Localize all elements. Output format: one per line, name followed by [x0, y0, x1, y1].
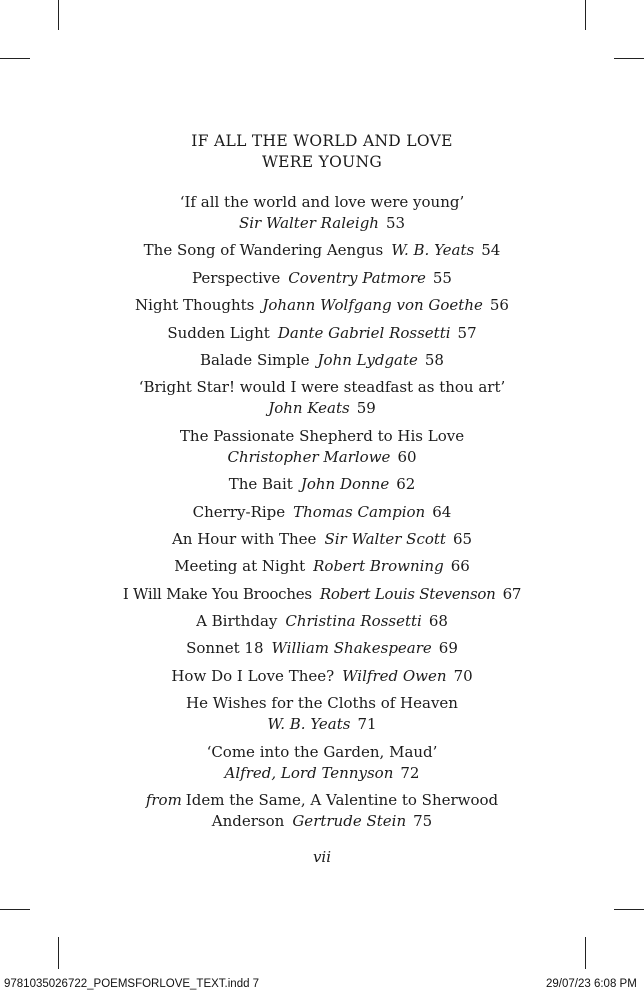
- slug-filename: 9781035026722_POEMSFORLOVE_TEXT.indd 7: [4, 978, 260, 990]
- contents-entry: [0, 742, 644, 784]
- crop-mark-left-lower: [0, 909, 30, 910]
- entry-author: Christina Rossetti: [285, 612, 422, 631]
- entry-author: John Donne: [300, 475, 390, 494]
- entry-title: I Will Make You Brooches: [122, 584, 312, 603]
- contents-entry: [0, 556, 644, 577]
- entry-title: The Song of Wandering Aengus: [143, 241, 384, 260]
- entry-author: Coventry Patmore: [288, 268, 426, 287]
- entry-page: 66: [450, 557, 470, 576]
- entry-author: Sir Walter Scott: [324, 529, 446, 548]
- entry-title: The Bait: [228, 475, 293, 494]
- entry-page: 59: [356, 399, 376, 418]
- contents-entry: [0, 426, 644, 468]
- entry-author: Robert Browning: [313, 557, 444, 576]
- section-title-line-2: WERE YOUNG: [261, 153, 383, 171]
- entry-page: 68: [428, 612, 448, 631]
- entry-author: Christopher Marlowe: [227, 447, 391, 466]
- entry-title: ‘Come into the Garden, Maud’: [206, 742, 438, 761]
- entry-page: 60: [397, 447, 417, 466]
- entry-title-continued: Anderson: [211, 812, 285, 831]
- entry-title: Meeting at Night: [174, 557, 306, 576]
- contents-entry: [0, 268, 644, 289]
- entry-title: Night Thoughts: [135, 296, 255, 315]
- entry-page: 70: [453, 666, 473, 685]
- entry-title: Sonnet 18: [186, 639, 264, 658]
- entry-page: 55: [432, 268, 452, 287]
- entry-author: John Keats: [268, 399, 350, 418]
- contents-entry: [0, 529, 644, 550]
- entry-author: W. B. Yeats: [391, 241, 475, 260]
- entry-title: Balade Simple: [200, 350, 310, 369]
- entry-author: Wilfred Owen: [342, 666, 447, 685]
- entry-page: 58: [424, 350, 444, 369]
- entry-author: Gertrude Stein: [292, 812, 407, 831]
- entry-author: Sir Walter Raleigh: [238, 214, 379, 232]
- entry-title: Perspective: [192, 268, 281, 287]
- entry-page: 65: [452, 529, 473, 548]
- crop-mark-right-upper: [614, 58, 644, 59]
- crop-mark-bottom-left: [58, 937, 59, 969]
- entry-author: W. B. Yeats: [267, 715, 351, 734]
- entry-author: Dante Gabriel Rossetti: [277, 323, 451, 342]
- entry-title: How Do I Love Thee?: [171, 666, 335, 685]
- entry-title: He Wishes for the Cloths of Heaven: [186, 694, 458, 713]
- contents-entry: [0, 323, 644, 344]
- entry-page: 72: [400, 763, 420, 782]
- entry-page: 62: [396, 475, 416, 494]
- contents-entry: [0, 295, 644, 316]
- contents-entry: [0, 350, 644, 371]
- contents-entry: [0, 377, 644, 419]
- entry-title: The Passionate Shepherd to His Love: [179, 426, 465, 445]
- entry-author: Johann Wolfgang von Goethe: [262, 296, 483, 315]
- entry-page: 75: [413, 812, 433, 831]
- contents-entry: [0, 502, 644, 523]
- entry-title: ‘Bright Star! would I were steadfast as thou art’: [138, 378, 506, 397]
- entry-page: 71: [357, 715, 377, 734]
- crop-mark-left-upper: [0, 58, 30, 59]
- contents-entry: [0, 192, 644, 234]
- entry-title: Idem the Same, A Valentine to Sherwood: [185, 791, 499, 810]
- entry-page: 64: [432, 502, 452, 521]
- entry-page: 53: [385, 214, 406, 232]
- entry-page: 67: [502, 584, 522, 603]
- page-folio: vii: [312, 848, 332, 866]
- contents-entry: [0, 666, 644, 687]
- entry-author: Thomas Campion: [293, 502, 426, 521]
- contents-entry: [0, 474, 644, 495]
- contents-entry: [0, 638, 644, 659]
- slug-date: 29/07/23 6:08 PM: [546, 978, 637, 990]
- entry-page: 56: [489, 296, 509, 315]
- entry-title: A Birthday: [196, 612, 278, 631]
- contents-entry: [0, 584, 644, 605]
- crop-mark-bottom-right: [585, 937, 586, 969]
- section-title: [0, 131, 644, 173]
- entry-title: Cherry-Ripe: [192, 502, 286, 521]
- contents-list: [0, 192, 644, 838]
- contents-entry: [0, 240, 644, 261]
- entry-prefix: from: [145, 791, 182, 810]
- entry-author: William Shakespeare: [271, 639, 432, 658]
- contents-entry: [0, 611, 644, 632]
- entry-title: ‘If all the world and love were young’: [179, 193, 465, 211]
- crop-mark-right-lower: [614, 909, 644, 910]
- entry-page: 69: [438, 639, 458, 658]
- entry-page: 57: [457, 323, 477, 342]
- entry-author: Robert Louis Stevenson: [319, 584, 496, 603]
- entry-title: Sudden Light: [167, 323, 270, 342]
- crop-mark-top-right: [585, 0, 586, 30]
- entry-author: Alfred, Lord Tennyson: [224, 763, 394, 782]
- entry-title: An Hour with Thee: [171, 529, 317, 548]
- crop-mark-top-left: [58, 0, 59, 30]
- entry-page: 54: [481, 241, 501, 260]
- contents-entry: [0, 693, 644, 735]
- entry-author: John Lydgate: [317, 350, 418, 369]
- contents-entry: [0, 790, 644, 832]
- section-title-line-1: IF ALL THE WORLD AND LOVE: [191, 132, 453, 150]
